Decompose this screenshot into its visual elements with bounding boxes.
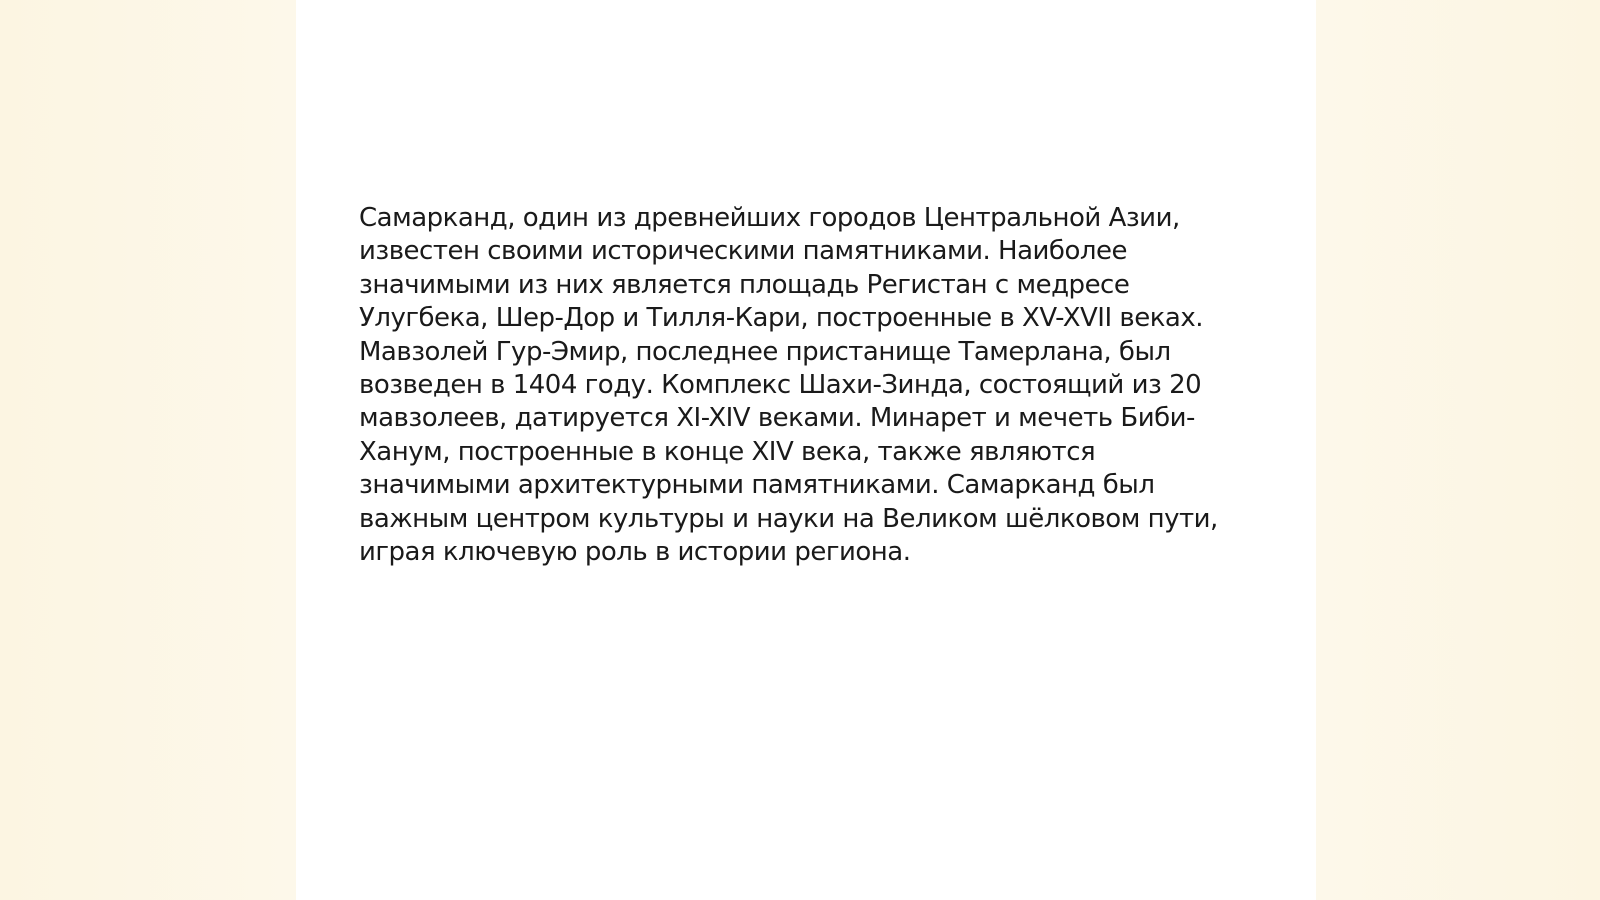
paragraph-text: [359, 202, 1259, 569]
document-page: [296, 0, 1316, 900]
text-line: мавзолеев, датируется XI-XIV веками. Минарет и мечеть Биби-: [359, 403, 1195, 434]
text-line: значимыми из них является площадь Регистан с медресе: [359, 269, 1130, 300]
text-line: возведен в 1404 году. Комплекс Шахи-Зинда, состоящий из 20: [359, 370, 1202, 401]
left-margin-background: [0, 0, 296, 900]
text-line: важным центром культуры и науки на Великом шёлковом пути,: [359, 503, 1218, 534]
right-margin-background: [1316, 0, 1600, 900]
text-line: Улугбека, Шер-Дор и Тилля-Кари, построенные в XV-XVII веках.: [359, 303, 1203, 334]
text-line: значимыми архитектурными памятниками. Самарканд был: [359, 470, 1155, 501]
text-line: Самарканд, один из древнейших городов Центральной Азии,: [359, 203, 1180, 233]
text-line: известен своими историческими памятниками. Наиболее: [359, 236, 1127, 267]
text-line: Мавзолей Гур-Эмир, последнее пристанище Тамерлана, был: [359, 336, 1171, 367]
text-line: играя ключевую роль в истории региона.: [359, 537, 911, 568]
text-line: Ханум, построенные в конце XIV века, также являются: [359, 436, 1096, 467]
